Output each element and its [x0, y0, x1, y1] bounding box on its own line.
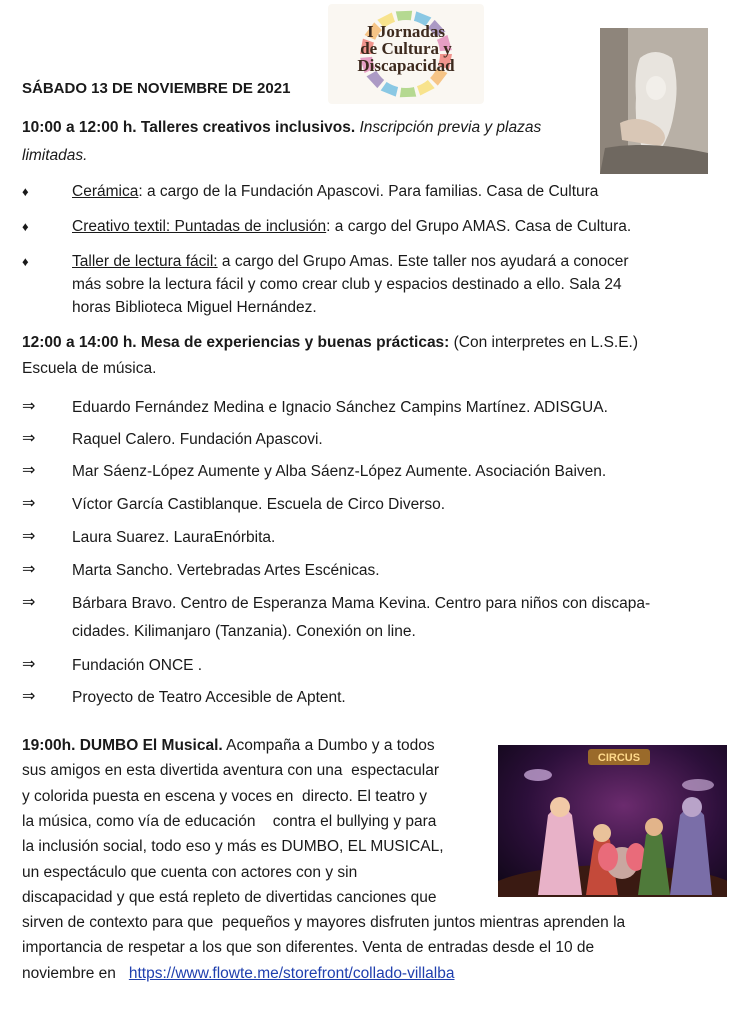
logo-line-3: Discapacidad	[357, 56, 455, 75]
arrow-right-icon: ⇒	[22, 430, 36, 447]
musical-text: un espectáculo que cuenta con actores con y sin	[22, 864, 358, 881]
logo-text	[328, 23, 484, 74]
musical-text: y colorida puesta en escena y voces en directo. El teatro y	[22, 788, 427, 805]
musical-text: noviembre en	[22, 965, 129, 982]
participant-item: Eduardo Fernández Medina e Ignacio Sánchez Campins Martínez. ADISGUA.	[72, 399, 608, 416]
musical-line	[22, 962, 454, 985]
musical-line	[22, 835, 444, 858]
participant-item: Proyecto de Teatro Accesible de Aptent.	[72, 689, 346, 706]
dumbo-musical-photo	[498, 745, 727, 897]
workshops-time: 10:00 a 12:00 h. Talleres creativos inclusivos.	[22, 119, 356, 136]
panel-heading	[22, 331, 638, 354]
arrow-right-icon: ⇒	[22, 462, 36, 479]
participant-item: Raquel Calero. Fundación Apascovi.	[72, 431, 323, 448]
participant-item: Laura Suarez. LauraEnórbita.	[72, 529, 276, 546]
arrow-right-icon: ⇒	[22, 561, 36, 578]
musical-text: la inclusión social, todo eso y más es DUMBO, EL MUSICAL,	[22, 838, 444, 855]
participant-item: Mar Sáenz-López Aumente y Alba Sáenz-López Aumente. Asociación Baiven.	[72, 463, 607, 480]
musical-text: sirven de contexto para que pequeños y mayores disfruten juntos mientras aprenden la	[22, 914, 626, 931]
musical-text: Acompaña a Dumbo y a todos	[222, 737, 435, 754]
sculpture-photo	[600, 28, 708, 174]
logo-line-1: I Jornadas	[367, 22, 445, 41]
arrow-right-icon: ⇒	[22, 656, 36, 673]
musical-text: sus amigos en esta divertida aventura con una espectacular	[22, 762, 440, 779]
participant-item: Marta Sancho. Vertebradas Artes Escénicas.	[72, 562, 380, 579]
photo-sign-text: CIRCUS	[597, 752, 641, 764]
event-logo	[328, 4, 484, 104]
workshops-heading	[22, 116, 541, 139]
bullet-icon: ♦	[22, 254, 29, 269]
musical-line	[22, 936, 594, 959]
workshop-desc: a cargo del Grupo Amas. Este taller nos ayudará a conocer	[217, 253, 629, 270]
arrow-right-icon: ⇒	[22, 688, 36, 705]
bullet-icon: ♦	[22, 219, 29, 234]
date-heading: SÁBADO 13 DE NOVIEMBRE DE 2021	[22, 80, 291, 97]
panel-note: (Con interpretes en L.S.E.)	[449, 334, 639, 351]
logo-line-2: de Cultura y	[360, 39, 452, 58]
workshop-desc-line2: más sobre la lectura fácil y como crear club y espacios destinado a ello. Sala 24	[72, 276, 622, 293]
musical-time: 19:00h. DUMBO El Musical.	[22, 737, 223, 754]
workshop-desc: : a cargo de la Fundación Apascovi. Para familias. Casa de Cultura	[138, 183, 599, 200]
workshop-item	[72, 181, 598, 203]
musical-text: discapacidad y que está repleto de divertidas canciones que	[22, 889, 437, 906]
musical-line	[22, 785, 427, 808]
workshops-note-line2	[22, 144, 87, 167]
bullet-icon: ♦	[22, 184, 29, 199]
arrow-right-icon: ⇒	[22, 495, 36, 512]
musical-line	[22, 911, 625, 934]
panel-location: Escuela de música.	[22, 360, 157, 377]
workshops-note-continued: limitadas.	[22, 147, 88, 164]
participant-item: Bárbara Bravo. Centro de Esperanza Mama Kevina. Centro para niños con discapa-	[72, 595, 651, 612]
arrow-right-icon: ⇒	[22, 398, 36, 415]
musical-line	[22, 810, 436, 833]
participant-item-continued: cidades. Kilimanjaro (Tanzania). Conexión on line.	[72, 623, 416, 640]
musical-line	[22, 759, 439, 782]
workshop-title: Taller de lectura fácil:	[72, 253, 218, 270]
participant-item: Fundación ONCE .	[72, 657, 203, 674]
musical-text: la música, como vía de educación contra el bullying y para	[22, 813, 437, 830]
musical-line	[22, 861, 357, 884]
workshop-desc: : a cargo del Grupo AMAS. Casa de Cultura.	[326, 218, 632, 235]
workshop-item	[72, 251, 629, 273]
panel-time: 12:00 a 14:00 h. Mesa de experiencias y buenas prácticas:	[22, 334, 450, 351]
musical-line	[22, 886, 436, 909]
workshops-note: Inscripción previa y plazas	[355, 119, 542, 136]
musical-text: importancia de respetar a los que son diferentes. Venta de entradas desde el 10 de	[22, 939, 595, 956]
participant-item: Víctor García Castiblanque. Escuela de Circo Diverso.	[72, 496, 446, 513]
musical-line	[22, 734, 435, 757]
workshop-title: Creativo textil: Puntadas de inclusión	[72, 218, 327, 235]
workshop-item	[72, 216, 631, 238]
workshop-title: Cerámica	[72, 183, 139, 200]
arrow-right-icon: ⇒	[22, 528, 36, 545]
tickets-link[interactable]: https://www.flowte.me/storefront/collado-villalba	[128, 965, 455, 982]
workshop-desc-line3: horas Biblioteca Miguel Hernández.	[72, 299, 317, 316]
arrow-right-icon: ⇒	[22, 594, 36, 611]
